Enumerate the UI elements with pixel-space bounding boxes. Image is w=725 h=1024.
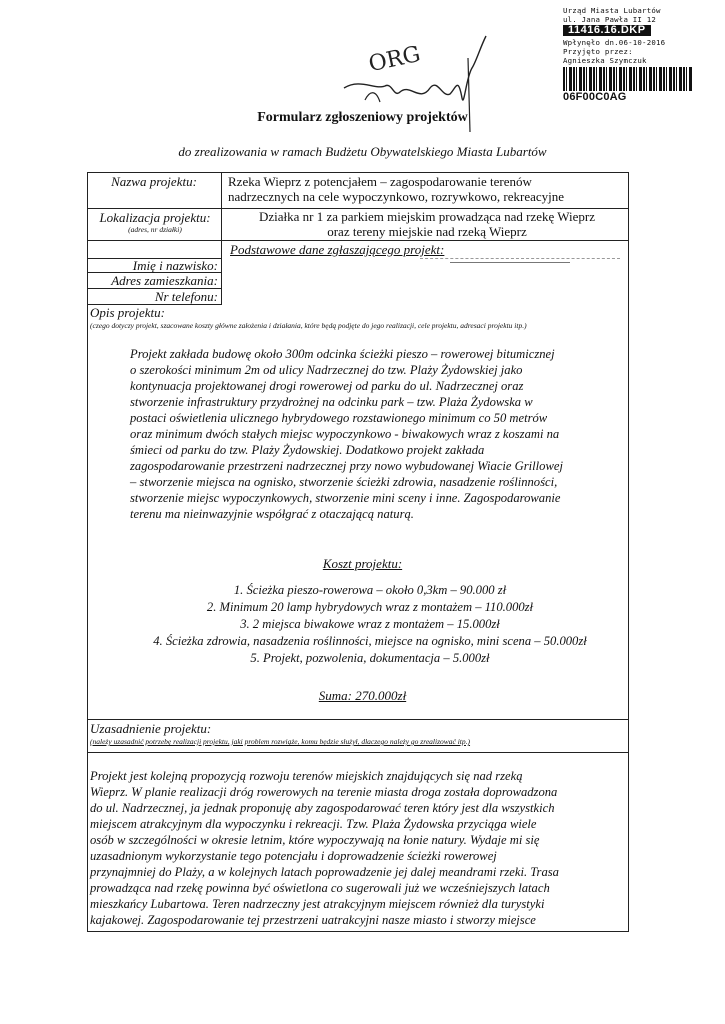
justification-label: Uzasadnienie projektu:: [90, 721, 212, 736]
basic-data-header: Podstawowe dane zgłaszającego projekt:: [230, 242, 445, 257]
description-line: – stworzenie miejsca na ognisko, stworzenie ścieżki zdrowia, nasadzenie roślinności,: [130, 475, 558, 489]
cost-item: 4. Ścieżka zdrowia, nasadzenia roślinności, miejsce na ognisko, mini scena – 50.000zł: [153, 634, 587, 648]
cost-item: 5. Projekt, pozwolenia, dokumentacja – 5.000zł: [250, 651, 490, 665]
description-line: kontynuacja projektowanej drogi rowerowej od parku do ul. Nadrzecznej oraz: [130, 379, 524, 393]
justification-line: do ul. Nadrzecznej, ja jednak proponuję aby zagospodarować teren który jest dla wszystkich: [90, 801, 555, 815]
description-hint: (czego dotyczy projekt, szacowane koszty główne założenia i działania, które będą podjęte do jego realizacji, cele projektu, adresaci projektu itp.): [90, 321, 527, 330]
description-line: stworzenie infrastruktury przydrożnej na odcinku park – tzw. Plaża Żydowska w: [130, 395, 533, 409]
description-line: terenu ma nieinwazyjnie współgrać z otaczającą naturą.: [130, 507, 414, 521]
stamp-received-date: Wpłynęło dn.06-10-2016: [563, 38, 666, 47]
project-description: [112, 346, 622, 522]
location-sublabel: (adres, nr działki): [128, 225, 182, 234]
description-line: o szerokości minimum 2m od ulicy Nadrzecznej do tzw. Plaży Żydowskiej jako: [130, 363, 523, 377]
stamp-address: ul. Jana Pawła II 12: [563, 15, 656, 24]
description-line: Projekt zakłada budowę około 300m odcinka ścieżki pieszo – rowerowej bitumicznej: [130, 347, 555, 361]
justification-line: przynajmniej do Plaży, a w kolejnych latach poprowadzenie jej dalej meandrami rzeki. Trasa: [90, 865, 559, 879]
location-line-1: Działka nr 1 za parkiem miejskim prowadząca nad rzekę Wieprz: [259, 209, 595, 224]
description-line: oraz minimum dwóch stałych miejsc wypoczynkowo - biwakowych wraz z koszami na: [130, 427, 560, 441]
justification-hint: (należy uzasadnić potrzebę realizacji projektu, jaki problem rozwiąże, komu będzie służył, dlaczego należy go zrealizować itp.): [90, 737, 471, 746]
justification-line: Wieprz. W planie realizacji dróg rowerowych na terenie miasta droga została doprowadzona: [90, 785, 558, 799]
justification-line: Projekt jest kolejną propozycją rozwoju terenów miejskich znajdujących się nad rzeką: [90, 769, 523, 783]
phone-label: Nr telefonu:: [154, 289, 218, 304]
justification-line: osób w szczególności w okresie letnim, które wypoczywają na łonie natury. Wydaje mi się: [90, 833, 540, 847]
description-label: Opis projektu:: [90, 305, 165, 320]
stamp-code: 06F00C0AG: [563, 91, 627, 103]
stamp-office: Urząd Miasta Lubartów: [563, 6, 661, 15]
cost-header: Koszt projektu:: [322, 556, 403, 571]
description-line: śmieci od parku do tzw. Plaży Żydowskiej. Dodatkowo projekt zakłada: [130, 443, 485, 457]
handwritten-note: ORG: [366, 41, 423, 78]
cost-list: [90, 582, 650, 667]
registry-stamp: [563, 6, 718, 102]
description-line: postaci oświetlenia ulicznego hybrydowego rozstawionego minimum co 50 metrów: [130, 411, 548, 425]
description-line: stworzenie miejsc wypoczynkowych, stworzenie mini sceny i inne. Zagospodarowanie: [130, 491, 561, 505]
project-name-value: [228, 174, 626, 204]
justification-line: prowadząca nad rzekę powinna być oświetlona co sugerowali już we wcześniejszych latach: [90, 881, 550, 895]
cost-item: 2. Minimum 20 lamp hybrydowych wraz z montażem – 110.000zł: [206, 600, 534, 614]
stamp-accepted-name: Agnieszka Szymczuk: [563, 56, 647, 65]
justification-line: mieszkańcy Lubartowa. Teren nadrzeczny jest atrakcyjnym miejscem również dla turystyki: [90, 897, 545, 911]
justification-line: kajakowej. Zagospodarowanie tej przestrzeni uatrakcyjni nasze miasto i stworzy miejsce: [90, 913, 536, 927]
cost-sum: Suma: 270.000zł: [318, 688, 407, 703]
stamp-number: 11416.16.DKP: [563, 25, 651, 36]
stamp-accepted-label: Przyjęto przez:: [563, 47, 633, 56]
form-subtitle: do zrealizowania w ramach Budżetu Obywatelskiego Miasta Lubartów: [178, 144, 547, 159]
form-title: Formularz zgłoszeniowy projektów: [257, 110, 468, 125]
project-name-line-2: nadrzecznych na cele wypoczynkowo, rozrywkowo, rekreacyjne: [228, 189, 565, 204]
justification-text: [90, 768, 625, 928]
justification-line: uzasadnionym wykorzystanie tego potencjału i doprowadzenie ścieżki rowerowej: [90, 849, 497, 863]
cost-item: 1. Ścieżka pieszo-rowerowa – około 0,3km – 90.000 zł: [233, 583, 507, 597]
location-line-2: oraz tereny miejskie nad rzeką Wieprz: [327, 224, 527, 239]
justification-line: miejscem atrakcyjnym dla wypoczynku i rekreacji. Tzw. Plaża Żydowska przyciąga wiele: [90, 817, 537, 831]
barcode-icon: [563, 67, 693, 91]
cost-item: 3. 2 miejsca biwakowe wraz z montażem – 15.000zł: [240, 617, 500, 631]
applicant-name-label: Imię i nazwisko:: [132, 258, 218, 273]
project-name-label: Nazwa projektu:: [111, 174, 197, 189]
location-value: [228, 209, 626, 239]
location-label: Lokalizacja projektu: (adres, nr działki): [90, 210, 220, 234]
description-line: zagospodarowanie przestrzeni nadrzecznej przy nowo wybudowanej Wiacie Grillowej: [130, 459, 563, 473]
project-name-line-1: Rzeka Wieprz z potencjałem – zagospodarowanie terenów: [228, 174, 532, 189]
address-label: Adres zamieszkania:: [111, 273, 218, 288]
